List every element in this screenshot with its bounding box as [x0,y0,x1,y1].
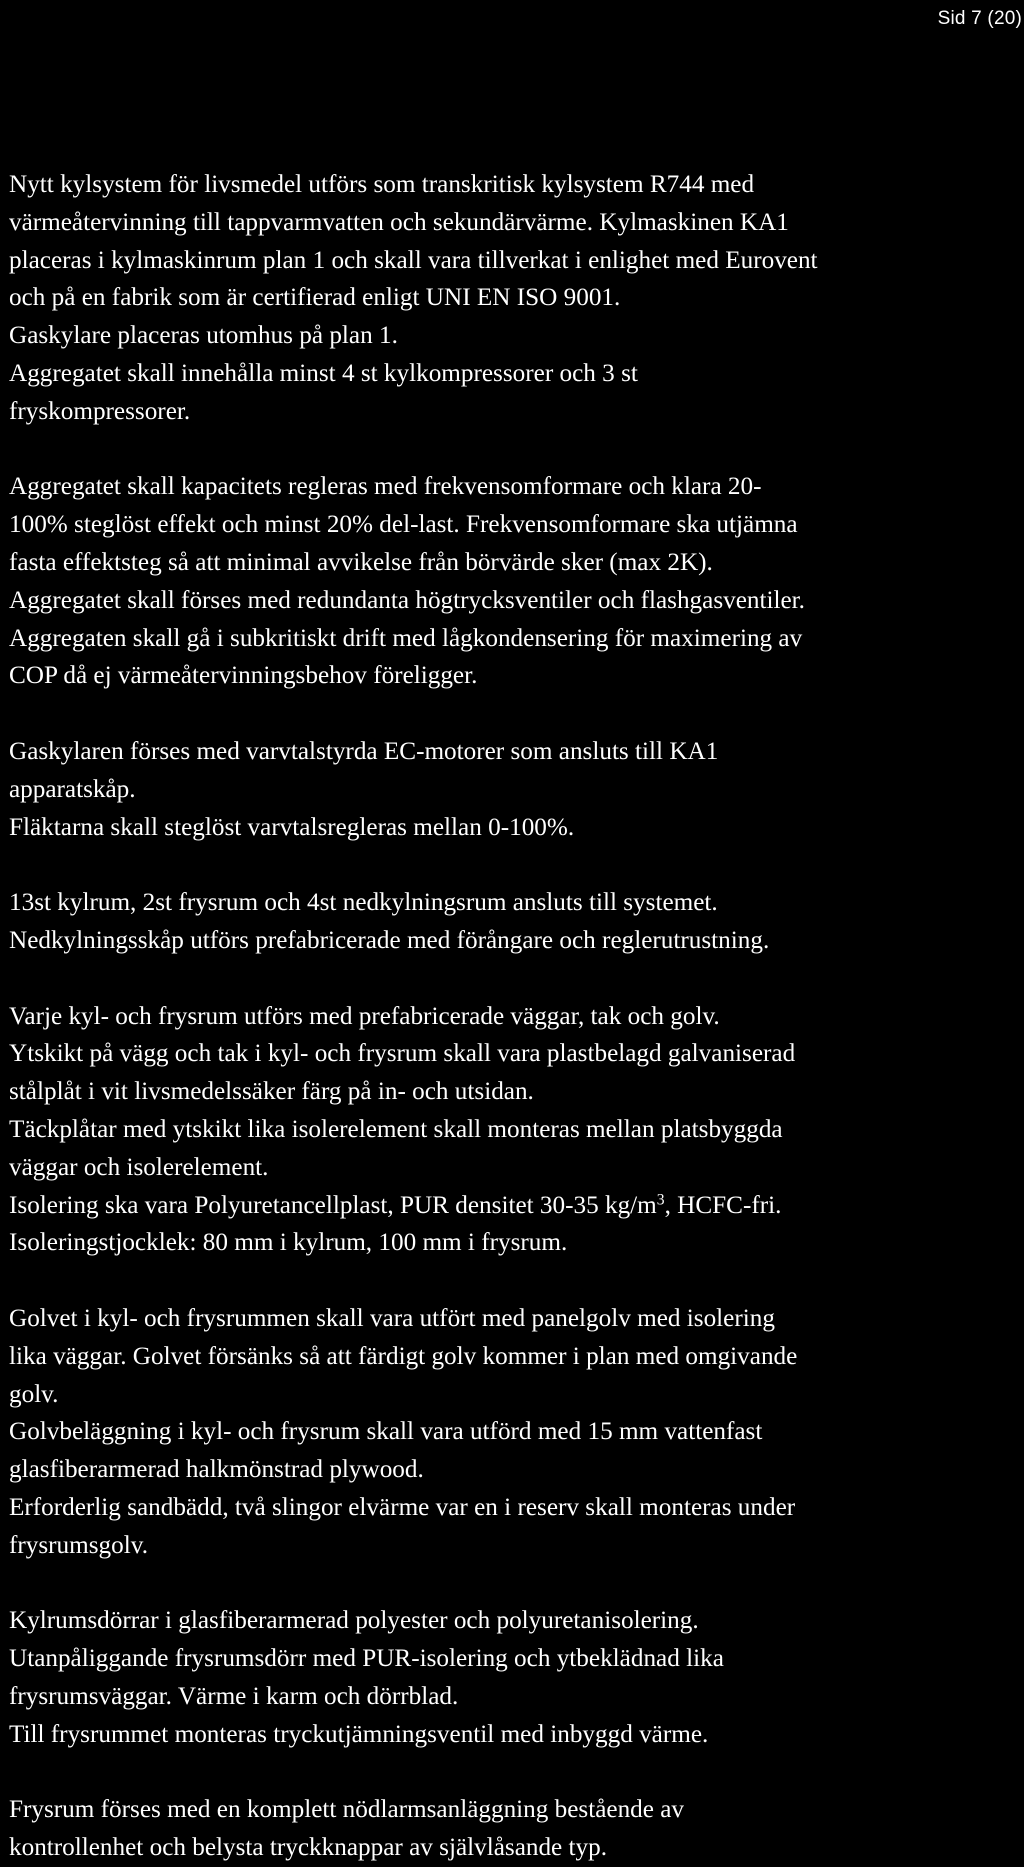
text-line: Aggregaten skall gå i subkritiskt drift med lågkondensering för maximering av [9,624,803,652]
text-line: Frysrum förses med en komplett nödlarmsanläggning bestående av [9,1796,685,1824]
text-line: COP då ej värmeåtervinningsbehov föreligger. [9,662,478,690]
text-line: kontrollenhet och belysta tryckknappar av självlåsande typ. [9,1834,608,1862]
text-line: Utanpåliggande frysrumsdörr med PUR-isolering och ytbeklädnad lika [9,1645,724,1673]
paragraph-kapacitetsreglering [9,468,1024,695]
text-line: 13st kylrum, 2st frysrum och 4st nedkylningsrum ansluts till systemet. [9,889,718,917]
text-line: Till frysrummet monteras tryckutjämningsventil med inbyggd värme. [9,1720,709,1748]
text-line: frysrumsgolv. [9,1531,148,1559]
hcfc-text: , HCFC-fri. [664,1191,782,1219]
text-line: Nedkylningsskåp utförs prefabricerade med förångare och reglerutrustning. [9,926,770,954]
text-line: Gaskylaren förses med varvtalstyrda EC-motorer som ansluts till KA1 [9,737,719,765]
paragraph-dorrar [9,1602,1024,1753]
text-line: Golvet i kyl- och frysrummen skall vara utfört med panelgolv med isolering [9,1304,775,1332]
text-line: frysrumsväggar. Värme i karm och dörrblad. [9,1682,459,1710]
text-line: Golvbeläggning i kyl- och frysrum skall vara utförd med 15 mm vattenfast [9,1418,763,1446]
superscript-three: 3 [656,1190,665,1208]
text-line: golv. [9,1380,59,1408]
text-line: Aggregatet skall förses med redundanta högtrycksventiler och flashgasventiler. [9,586,805,614]
page-number: Sid 7 (20) [937,8,1022,29]
text-line: Erforderlig sandbädd, två slingor elvärme var en i reserv skall monteras under [9,1493,796,1521]
paragraph-kylrum [9,884,1024,960]
text-line: och på en fabrik som är certifierad enligt UNI EN ISO 9001. [9,284,621,312]
isolering-text: Isolering ska vara Polyuretancellplast, PUR densitet 30-35 kg/m [9,1191,657,1219]
text-line: Varje kyl- och frysrum utförs med prefabricerade väggar, tak och golv. [9,1002,720,1030]
text-line: fasta effektsteg så att minimal avvikelse från börvärde sker (max 2K). [9,548,713,576]
paragraph-golv [9,1300,1024,1565]
text-line-isolering-densitet [9,1187,1024,1225]
text-line: placeras i kylmaskinrum plan 1 och skall vara tillverkat i enlighet med Eurovent [9,246,818,274]
text-line: Kylrumsdörrar i glasfiberarmerad polyester och polyuretanisolering. [9,1607,699,1635]
text-line: Isoleringstjocklek: 80 mm i kylrum, 100 mm i frysrum. [9,1229,568,1257]
paragraph-gaskylare [9,733,1024,846]
paragraph-kylsystem [9,166,1024,431]
text-line: värmeåtervinning till tappvarmvatten och sekundärvärme. Kylmaskinen KA1 [9,208,789,236]
text-line: väggar och isolerelement. [9,1153,269,1181]
text-line: fryskompressorer. [9,397,191,425]
paragraph-nodlarm [9,1791,1024,1867]
text-line: Ytskikt på vägg och tak i kyl- och frysrum skall vara plastbelagd galvaniserad [9,1040,796,1068]
text-line: apparatskåp. [9,775,136,803]
text-line: lika väggar. Golvet försänks så att färdigt golv kommer i plan med omgivande [9,1342,798,1370]
text-line: stålplåt i vit livsmedelssäker färg på in- och utsidan. [9,1078,534,1106]
text-line: 100% steglöst effekt och minst 20% del-last. Frekvensomformare ska utjämna [9,511,798,539]
text-line: Fläktarna skall steglöst varvtalsregleras mellan 0-100%. [9,813,575,841]
document-body [9,166,1024,1867]
text-line: Nytt kylsystem för livsmedel utförs som transkritisk kylsystem R744 med [9,171,755,198]
text-line: Gaskylare placeras utomhus på plan 1. [9,322,398,350]
text-line: Aggregatet skall kapacitets regleras med frekvensomformare och klara 20- [9,473,762,501]
text-line: Täckplåtar med ytskikt lika isolerelement skall monteras mellan platsbyggda [9,1115,783,1143]
text-line: glasfiberarmerad halkmönstrad plywood. [9,1456,424,1484]
paragraph-vaggar-isolering [9,998,1024,1263]
text-line: Aggregatet skall innehålla minst 4 st kylkompressorer och 3 st [9,359,638,387]
